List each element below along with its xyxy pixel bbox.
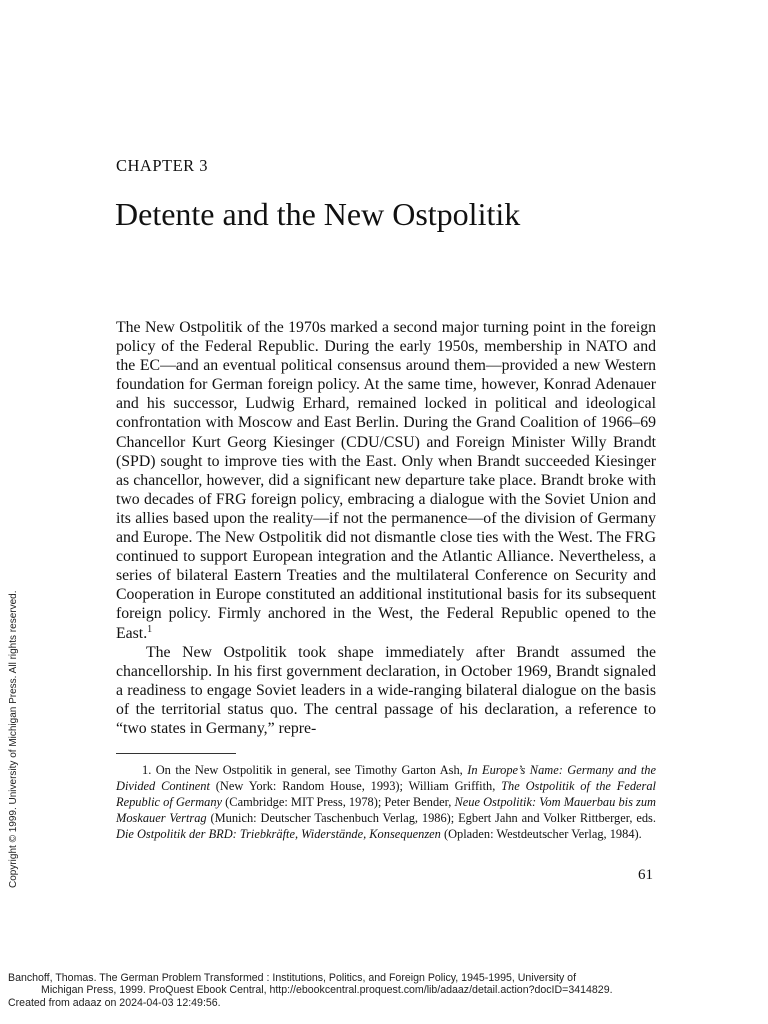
paragraph: The New Ostpolitik took shape immediately after Brandt assumed the chancellorship. In his first government declaration, in October 1969, Brandt signaled a readiness to engage Soviet leaders in a wide-ranging bilateral dialogue on the basis of the territorial status quo. The central passage of his declaration, a reference to “two states in Germany,” repre- (116, 643, 656, 737)
footnote-title: The Ostpolitik of the Federal Republic of Germany (116, 779, 656, 810)
footnote-reference[interactable]: 1 (147, 623, 153, 635)
citation-line: Michigan Press, 1999. ProQuest Ebook Central, http://ebookcentral.proquest.com/lib/adaaz/detail.action?docID=3414829. (41, 984, 613, 997)
paragraph (116, 318, 656, 643)
footnote-text: (Opladen: Westdeutscher Verlag, 1984). (440, 827, 642, 842)
footnote-divider (116, 753, 236, 754)
citation-line: Created from adaaz on 2024-04-03 12:49:56. (8, 996, 221, 1009)
footnote-title: Die Ostpolitik der BRD: Triebkräfte, Widerstände, Konsequenzen (116, 827, 441, 842)
footnote-text: (New York: Random House, 1993); William Griffith, (209, 779, 502, 794)
body-text (116, 318, 656, 738)
citation-line: Banchoff, Thomas. The German Problem Transformed : Institutions, Politics, and Foreign Policy, 1945-1995, University of (8, 972, 577, 984)
citation-footer (8, 972, 708, 1009)
footnote-text: 1. On the New Ostpolitik in general, see Timothy Garton Ash, (142, 763, 468, 777)
footnote (116, 762, 656, 842)
paragraph-text: The New Ostpolitik of the 1970s marked a second major turning point in the foreign policy of the Federal Republic. During the early 1950s, membership in NATO and the EC—and an eventual political consensus around them—provided a new Western foundation for German foreign policy. At the same time, however, Konrad Adenauer and his successor, Ludwig Erhard, remained locked in political and ideological confrontation with Moscow and East Berlin. During the Grand Coalition of 1966–69 Chancellor Kurt Georg Kiesinger (CDU/CSU) and Foreign Minister Willy Brandt (SPD) sought to improve ties with the East. Only when Brandt succeeded Kiesinger as chancellor, however, did a significant new departure take place. Brandt broke with two decades of FRG foreign policy, embracing a dialogue with the Soviet Union and its allies based upon the reality—if not the permanence—of the division of Germany and Europe. The New Ostpolitik did not dismantle close ties with the West. The FRG continued to support European integration and the Atlantic Alliance. Nevertheless, a series of bilateral Eastern Treaties and the multilateral Conference on Security and Cooperation in Europe constituted an additional institutional basis for its subsequent foreign policy. Firmly anchored in the West, the Federal Republic opened to the East. (116, 319, 656, 642)
footnote-title: Neue Ostpolitik: Vom Mauerbau bis zum Moskauer Vertrag (116, 795, 656, 826)
footnote-text: (Munich: Deutscher Taschenbuch Verlag, 1986); Egbert Jahn and Volker Rittberger, eds. (206, 811, 656, 826)
chapter-label: CHAPTER 3 (116, 156, 209, 175)
chapter-title: Detente and the New Ostpolitik (115, 196, 521, 232)
footnote-title: In Europe’s Name: Germany and the Divided Continent (116, 763, 656, 794)
page-number: 61 (638, 867, 653, 883)
copyright-notice: Copyright © 1999. University of Michigan Press. All rights reserved. (8, 590, 19, 888)
footnote-text: (Cambridge: MIT Press, 1978); Peter Bender, (222, 795, 455, 810)
